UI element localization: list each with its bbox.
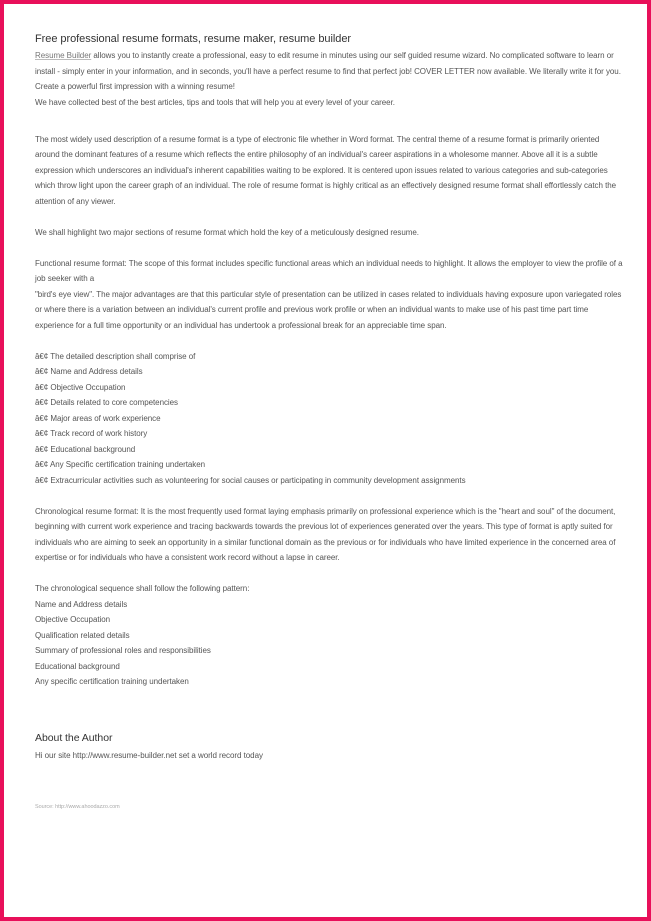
spacer <box>35 690 625 706</box>
spacer <box>35 209 625 225</box>
list-item: â€¢ Any Specific certification training undertaken <box>35 460 206 469</box>
list-item: â€¢ Details related to core competencies <box>35 398 178 407</box>
highlight-paragraph: We shall highlight two major sections of resume format which hold the key of a meticulously designed resume. <box>35 227 419 237</box>
list-item: Educational background <box>35 661 120 671</box>
intro-paragraph <box>35 48 625 79</box>
intro-line-3: We have collected best of the best articles, tips and tools that will help you at every level of your career. <box>35 97 395 107</box>
bullet-glyph: â€¢ <box>35 398 49 407</box>
list-item: â€¢ Educational background <box>35 444 136 454</box>
spacer <box>35 333 625 349</box>
spacer <box>35 763 625 779</box>
functional-intro: Functional resume format: The scope of this format includes specific functional areas which an individual needs to highlight. It allows the employer to view the profile of a job seeker with a <box>35 258 623 283</box>
list-item: â€¢ Extracurricular activities such as volunteering for social causes or participating in community development assignments <box>35 475 466 485</box>
list-item: Name and Address details <box>35 599 128 609</box>
spacer <box>35 240 625 256</box>
page-title: Free professional resume formats, resume maker, resume builder <box>35 33 352 45</box>
spacer <box>35 705 625 721</box>
list-item: The chronological sequence shall follow the following pattern: <box>35 584 250 593</box>
spacer <box>35 779 625 803</box>
resume-builder-link[interactable]: Resume Builder <box>35 51 92 60</box>
list-item: Qualification related details <box>35 630 130 640</box>
author-text: Hi our site http://www.resume-builder.net set a world record today <box>35 750 263 760</box>
bullet-glyph: â€¢ <box>35 351 49 361</box>
spacer <box>35 566 625 582</box>
intro-line-2: Create a powerful first impression with a winning resume! <box>35 82 235 91</box>
functional-details: "bird's eye view". The major advantages are that this particular style of presentation can be utilized in cases related to individuals having exposure upon variegated roles or where there is a variation between an individual's current profile and previous work profile or when an individual wants to make use of his past time part time experience for a full time opportunity or an individual has undertook a professional break for an appreciable time span. <box>35 289 622 330</box>
list-item: Any specific certification training undertaken <box>35 677 189 686</box>
intro-text: allows you to instantly create a professional, easy to edit resume in minutes using our self guided resume wizard. No complicated software to learn or install - simply enter in your information, and in seconds, you'll have a perfect resume to find that perfect job! COVER LETTER now available. We literally write it for you. <box>35 51 621 76</box>
bullet-glyph: â€¢ <box>35 382 49 392</box>
description-paragraph: The most widely used description of a resume format is a type of electronic file whether in Word format. The central theme of a resume format is primarily oriented around the dominant features of a resume which reflects the entire philosophy of an individual's career aspirations in a wholesome manner. Above all it is a subtle expression which underscores an individual's inherent capabilities waiting to be explored. It is centered upon issues related to various categories and sub-categories which throw light upon the career graph of an individual. The role of resume format is highly critical as an effectively designed resume format shall effortlessly catch the attention of any viewer. <box>35 134 617 206</box>
spacer <box>35 721 625 731</box>
chronological-list <box>35 581 625 690</box>
list-item: â€¢ Name and Address details <box>35 367 143 376</box>
list-item: â€¢ The detailed description shall comprise of <box>35 351 196 361</box>
source-credit: Source: http://www.ahoodazzo.com <box>35 803 120 810</box>
author-heading: About the Author <box>35 731 113 744</box>
bullet-glyph: â€¢ <box>35 367 49 376</box>
bullet-glyph: â€¢ <box>35 413 49 423</box>
document-content <box>35 32 625 811</box>
document-page <box>4 4 647 917</box>
bullet-glyph: â€¢ <box>35 429 49 438</box>
list-item: Objective Occupation <box>35 615 111 624</box>
spacer <box>35 110 625 126</box>
bullet-glyph: â€¢ <box>35 444 49 454</box>
list-item: â€¢ Objective Occupation <box>35 382 126 392</box>
bullet-glyph: â€¢ <box>35 475 49 485</box>
list-item: â€¢ Track record of work history <box>35 429 148 438</box>
list-item: Summary of professional roles and responsibilities <box>35 646 211 655</box>
spacer <box>35 488 625 504</box>
bullet-glyph: â€¢ <box>35 460 49 469</box>
functional-list <box>35 349 625 489</box>
chronological-paragraph: Chronological resume format: It is the most frequently used format laying emphasis primarily on professional experience which is the "heart and soul" of the document, beginning with current work experience and tracing backwards towards the previous lot of experiences generated over the years. This type of format is aptly suited for individuals who are aiming to seek an opportunity in a similar functional domain as the previous or for individuals who have limited experience in the concerned area of expertise or for individuals who have a consistent work record without a lapse in career. <box>35 506 616 562</box>
list-item: â€¢ Major areas of work experience <box>35 413 161 423</box>
